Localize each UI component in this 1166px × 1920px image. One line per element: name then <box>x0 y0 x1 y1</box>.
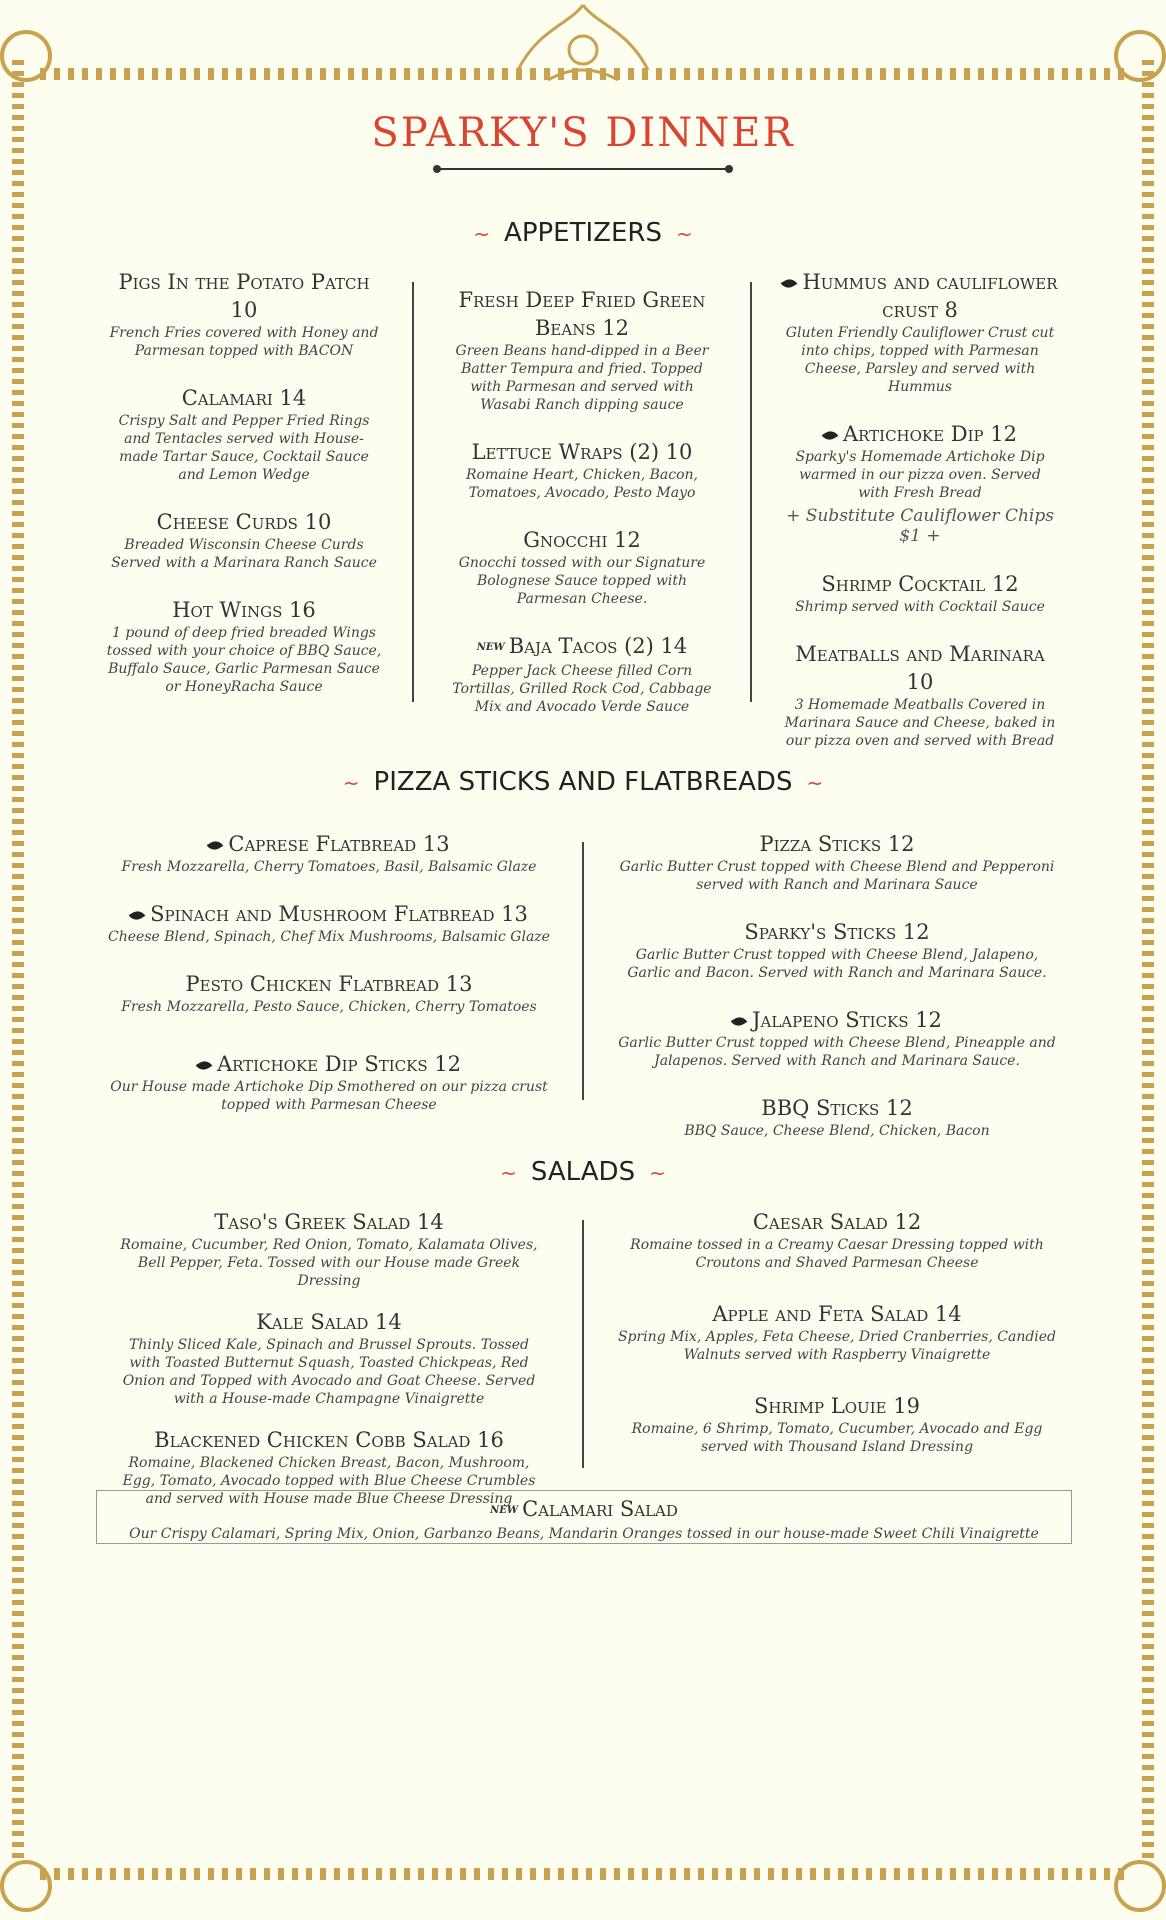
corner-flourish-icon <box>0 1860 52 1912</box>
border-bottom-ornament <box>40 1868 1126 1880</box>
crest-ornament-icon <box>508 0 658 100</box>
item-description: Gnocchi tossed with our Signature Bolognese Sauce topped with Parmesan Cheese. <box>458 555 706 607</box>
corner-flourish-icon <box>1114 30 1166 82</box>
item-description: Cheese Blend, Spinach, Chef Mix Mushrooms, Balsamic Glaze <box>108 929 550 945</box>
item-name: Caesar Salad 12 <box>752 1210 922 1234</box>
title-divider <box>435 168 731 170</box>
item-name: Hummus and cauliflower crust 8 <box>782 268 1058 324</box>
item-description: Romaine, Blackened Chicken Breast, Bacon, Mushroom, Egg, Tomato, Avocado topped with Blue Cheese Crumbles and served with House made Blue Cheese Dressing <box>122 1455 536 1507</box>
pizza-column-right <box>614 830 1060 1164</box>
item-name: Apple and Feta Salad 14 <box>712 1302 962 1326</box>
item-description: Crispy Salt and Pepper Fried Rings and Tentacles served with House-made Tartar Sauce, Cocktail Sauce and Lemon Wedge <box>118 413 370 483</box>
menu-title: SPARKY'S DINNER <box>371 110 795 156</box>
item-description: Romaine, Cucumber, Red Onion, Tomato, Kalamata Olives, Bell Pepper, Feta. Tossed with our House made Greek Dressing <box>120 1237 538 1289</box>
menu-item <box>116 1308 542 1408</box>
menu-item <box>614 1006 1060 1070</box>
item-description: Shrimp served with Cocktail Sauce <box>795 599 1045 615</box>
featured-item-box <box>96 1490 1072 1544</box>
appetizers-column-3 <box>782 268 1058 774</box>
menu-item <box>614 1392 1060 1456</box>
swirl-icon: ~ <box>806 770 824 795</box>
item-description: Garlic Butter Crust topped with Cheese Blend and Pepperoni served with Ranch and Marinara Sauce <box>619 859 1055 893</box>
item-name: Spinach and Mushroom Flatbread 13 <box>106 900 552 928</box>
item-description: Romaine, 6 Shrimp, Tomato, Cucumber, Avocado and Egg served with Thousand Island Dressing <box>631 1421 1043 1455</box>
item-name: Lettuce Wraps (2) 10 <box>471 440 693 464</box>
item-name: Jalapeno Sticks 12 <box>614 1006 1060 1034</box>
menu-item <box>106 970 552 1016</box>
leaf-icon <box>207 838 224 853</box>
item-name: Sparky's Sticks 12 <box>744 920 930 944</box>
new-badge: NEW <box>490 1504 519 1516</box>
leaf-icon <box>731 1014 748 1029</box>
item-name: Caprese Flatbread 13 <box>106 830 552 858</box>
menu-item <box>106 830 552 876</box>
item-name: Cheese Curds 10 <box>156 510 332 534</box>
menu-item <box>106 1050 552 1114</box>
item-name: Pizza Sticks 12 <box>759 832 915 856</box>
item-description: Gluten Friendly Cauliflower Crust cut into chips, topped with Parmesan Cheese, Parsley and served with Hummus <box>785 325 1055 395</box>
item-description: Green Beans hand-dipped in a Beer Batter Tempura and fried. Topped with Parmesan and served with Wasabi Ranch dipping sauce <box>455 343 709 413</box>
appetizers-column-1 <box>106 268 382 720</box>
appetizers-column-2 <box>444 286 720 740</box>
swirl-icon: ~ <box>500 1160 517 1185</box>
corner-flourish-icon <box>1114 1860 1166 1912</box>
item-name: Artichoke Dip 12 <box>782 420 1058 448</box>
item-description: Garlic Butter Crust topped with Cheese Blend, Jalapeno, Garlic and Bacon. Served with Ranch and Marinara Sauce. <box>627 947 1047 981</box>
item-description: Thinly Sliced Kale, Spinach and Brussel Sprouts. Tossed with Toasted Butternut Squash, Toasted Chickpeas, Red Onion and Topped with Avocado and Goat Cheese. Served with a House-made Champagne Vinaigrette <box>122 1337 536 1407</box>
item-description: Sparky's Homemade Artichoke Dip warmed in our pizza oven. Served with Fresh Bread <box>795 449 1045 501</box>
menu-item <box>782 570 1058 616</box>
item-name: Pigs In the Potato Patch 10 <box>118 270 370 322</box>
section-heading-pizza: ~ PIZZA STICKS AND FLATBREADS ~ <box>342 767 824 797</box>
border-right-ornament <box>1142 60 1154 1860</box>
section-heading-salads: ~ SALADS ~ <box>500 1157 666 1187</box>
leaf-icon <box>196 1058 213 1073</box>
item-name: NEW Baja Tacos (2) 14 <box>476 634 688 658</box>
menu-item <box>106 268 382 360</box>
menu-item <box>782 420 1058 546</box>
item-description: Our Crispy Calamari, Spring Mix, Onion, Garbanzo Beans, Mandarin Oranges tossed in our house-made Sweet Chili Vinaigrette <box>129 1525 1039 1542</box>
menu-item <box>106 384 382 484</box>
swirl-icon: ~ <box>473 221 491 246</box>
item-description: BBQ Sauce, Cheese Blend, Chicken, Bacon <box>684 1123 990 1139</box>
menu-item <box>106 900 552 946</box>
column-divider <box>412 282 414 702</box>
column-divider <box>750 282 752 702</box>
item-description: Garlic Butter Crust topped with Cheese Blend, Pineapple and Jalapenos. Served with Ranch and Marinara Sauce. <box>618 1035 1056 1069</box>
item-name: Pesto Chicken Flatbread 13 <box>185 972 473 996</box>
column-divider <box>582 842 584 1100</box>
item-name: Gnocchi 12 <box>523 528 641 552</box>
menu-item <box>106 596 382 696</box>
column-divider <box>582 1220 584 1468</box>
item-note: + Substitute Cauliflower Chips $1 + <box>786 506 1054 546</box>
swirl-icon: ~ <box>342 770 360 795</box>
item-name: Artichoke Dip Sticks 12 <box>106 1050 552 1078</box>
item-description: Spring Mix, Apples, Feta Cheese, Dried Cranberries, Candied Walnuts served with Raspberry Vinaigrette <box>617 1329 1057 1363</box>
menu-item <box>782 268 1058 396</box>
item-name: Calamari 14 <box>181 386 307 410</box>
menu-item <box>444 286 720 414</box>
item-name: Meatballs and Marinara 10 <box>795 642 1045 694</box>
item-name: Kale Salad 14 <box>256 1310 402 1334</box>
new-badge: NEW <box>476 641 505 653</box>
item-description: Fresh Mozzarella, Pesto Sauce, Chicken, Cherry Tomatoes <box>121 999 537 1015</box>
item-description: French Fries covered with Honey and Parmesan topped with BACON <box>109 325 379 359</box>
item-name: Fresh Deep Fried Green Beans 12 <box>458 288 706 340</box>
menu-item <box>614 1300 1060 1364</box>
item-name: Taso's Greek Salad 14 <box>214 1210 444 1234</box>
salads-column-right <box>614 1208 1060 1480</box>
item-description: Pepper Jack Cheese filled Corn Tortillas, Grilled Rock Cod, Cabbage Mix and Avocado Verde Sauce <box>452 662 712 715</box>
item-name: Shrimp Cocktail 12 <box>821 572 1019 596</box>
item-description: Romaine tossed in a Creamy Caesar Dressing topped with Croutons and Shaved Parmesan Cheese <box>630 1237 1044 1271</box>
salads-column-left <box>116 1208 542 1532</box>
leaf-icon <box>781 276 798 291</box>
swirl-icon: ~ <box>649 1160 666 1185</box>
menu-item <box>614 1094 1060 1140</box>
item-description: Romaine Heart, Chicken, Bacon, Tomatoes, Avocado, Pesto Mayo <box>466 467 698 501</box>
menu-item <box>444 632 720 716</box>
menu-item <box>614 1208 1060 1272</box>
leaf-icon <box>822 428 839 443</box>
leaf-icon <box>129 908 146 923</box>
item-name: Blackened Chicken Cobb Salad 16 <box>154 1428 504 1452</box>
item-name: BBQ Sticks 12 <box>761 1096 913 1120</box>
swirl-icon: ~ <box>675 221 693 246</box>
corner-flourish-icon <box>0 30 52 82</box>
menu-item <box>116 1208 542 1290</box>
item-name: Shrimp Louie 19 <box>754 1394 920 1418</box>
menu-item <box>106 508 382 572</box>
border-left-ornament <box>12 60 24 1860</box>
item-description: 3 Homemade Meatballs Covered in Marinara Sauce and Cheese, baked in our pizza oven and served with Bread <box>784 697 1056 749</box>
menu-item <box>614 830 1060 894</box>
section-heading-appetizers: ~ APPETIZERS ~ <box>473 218 693 248</box>
menu-item <box>614 918 1060 982</box>
menu-item <box>444 438 720 502</box>
item-name: NEW Calamari Salad <box>490 1497 678 1521</box>
item-description: Breaded Wisconsin Cheese Curds Served with a Marinara Ranch Sauce <box>111 537 377 571</box>
menu-item <box>444 526 720 608</box>
menu-item <box>782 640 1058 750</box>
item-description: 1 pound of deep fried breaded Wings tossed with your choice of BBQ Sauce, Buffalo Sauce, Garlic Parmesan Sauce or HoneyRacha Sauce <box>106 625 382 695</box>
item-description: Fresh Mozzarella, Cherry Tomatoes, Basil, Balsamic Glaze <box>121 859 537 875</box>
item-description: Our House made Artichoke Dip Smothered on our pizza crust topped with Parmesan Cheese <box>110 1079 548 1113</box>
pizza-column-left <box>106 830 552 1138</box>
item-name: Hot Wings 16 <box>172 598 316 622</box>
